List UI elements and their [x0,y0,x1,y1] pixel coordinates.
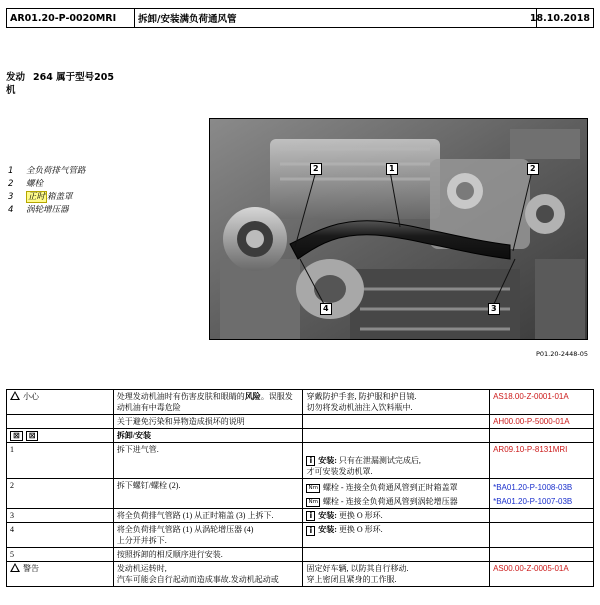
callout-2: 2 [310,163,322,175]
reference-link[interactable]: AR09.10-P-8131MRI [490,443,594,479]
reference-link[interactable]: AH00.00-P-5000-01A [490,415,594,429]
procedure-table [6,389,594,587]
collapse-icon[interactable]: ⊠ [10,431,23,441]
figure-caption: P01.20-2448-05 [535,350,588,358]
legend-item: 3 正时 箱盖罩 [8,192,73,202]
engine-illustration [210,119,588,340]
scope-engine-model: 264 属于型号205 [33,72,114,83]
callout-2: 2 [527,163,539,175]
table-row: 5 按照拆卸的相反顺序进行安装. [7,548,594,562]
callout-4: 4 [320,303,332,315]
table-row: 关于避免污染和异物造成损坏的说明 AH00.00-P-5000-01A [7,415,594,429]
document-header [6,8,594,28]
reference-link[interactable]: AS18.00-Z-0001-01A [490,390,594,415]
figure-legend [8,165,86,217]
table-row [7,429,594,443]
expand-icon[interactable]: ⊠ [26,431,39,441]
scope-block [6,71,114,97]
warning-triangle-icon [10,391,20,400]
table-row: 2 拆下螺钉/螺栓 (2). Nm 螺栓 - 连接全负荷通风管到正时箱盖罩 Nm 螺栓 - 连接全负荷通风管到涡轮增压器 *BA01.20-P-1008-03B *BA01.20-P-1007-03B [7,479,594,509]
legend-highlight: 正时 [28,192,46,202]
document-id: AR01.20-P-0020MRI [7,9,135,27]
scope-label-cont: 机 [6,85,16,96]
legend-item: 2 螺栓 [8,179,44,189]
torque-reference-link[interactable]: *BA01.20-P-1007-03B [493,497,573,507]
table-row: 3 将全负荷排气管路 (1) 从正时箱盖 (3) 上拆下. i 安装: 更换 O 形环. [7,509,594,523]
engine-figure [209,118,588,340]
info-icon: i [306,456,315,466]
torque-icon: Nm [308,498,318,505]
table-row: 警告 发动机运转时, 汽车可能会自行起动而造成事故.发动机起动或 固定好车辆, 以防其自行移动. 穿上密闭且紧身的工作服. AS00.00-Z-0005-01A [7,562,594,587]
info-icon: i [306,511,315,521]
table-row: 1 拆下进气管. i 安装: 只有在泄漏测试完成后, 才可安装发动机罩. AR09.10-P-8131MRI [7,443,594,479]
legend-item: 1 全负荷排气管路 [8,166,86,176]
warning-triangle-icon [10,563,20,572]
table-row: 4 将全负荷排气管路 (1) 从涡轮增压器 (4) 上分开并拆下. i 安装: 更换 O 形环. [7,523,594,548]
section-heading: 拆卸/安装 [113,429,303,443]
callout-3: 3 [488,303,500,315]
torque-reference-link[interactable]: *BA01.20-P-1008-03B [493,483,573,493]
reference-link[interactable]: AS00.00-Z-0005-01A [490,562,594,587]
torque-icon: Nm [308,484,318,491]
document-date: 18.10.2018 [529,12,590,24]
document-title: 拆卸/安装满负荷通风管 [135,9,537,27]
callout-1: 1 [386,163,398,175]
legend-item: 4 涡轮增压器 [8,205,69,215]
info-icon: i [306,526,315,536]
table-row: 小心 处理发动机油时有伤害皮肤和眼睛的风险。误服发动机油有中毒危险 穿戴防护手套, 防护服和护目镜. 切勿将发动机油注入饮料瓶中. AS18.00-Z-0001-01A [7,390,594,415]
scope-label: 发动 [6,72,26,83]
